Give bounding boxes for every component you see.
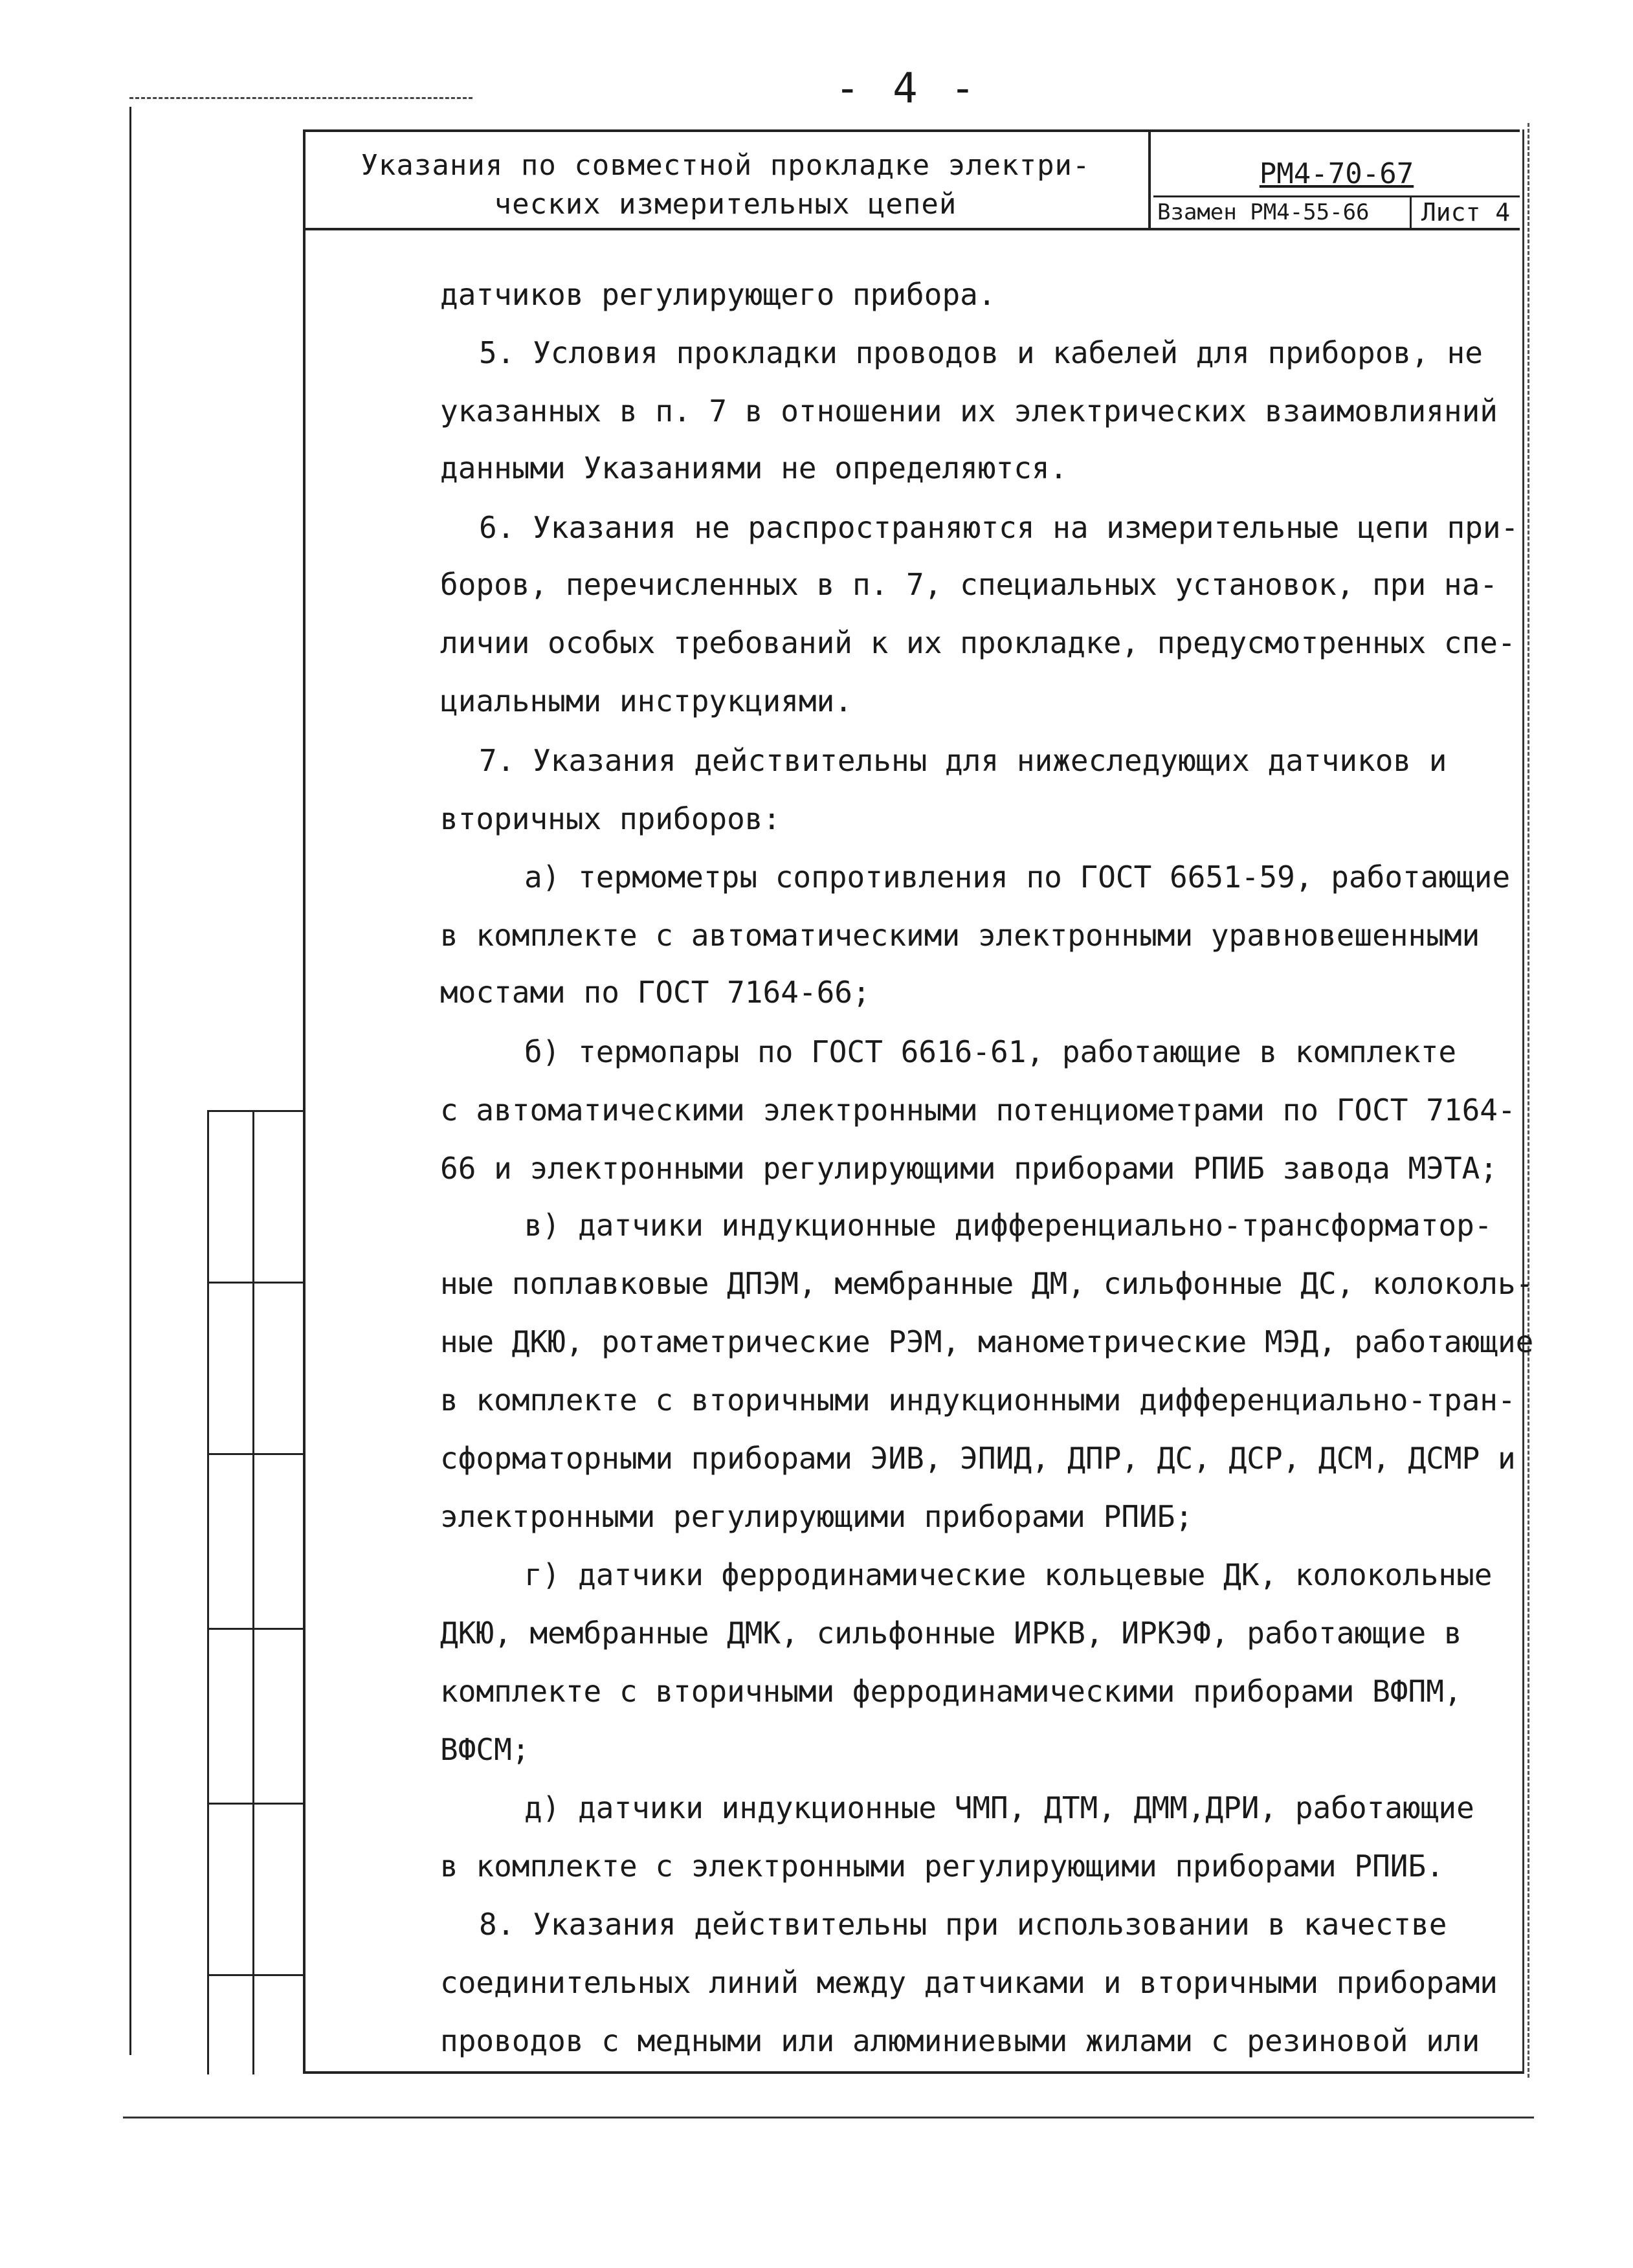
grid-line [207,1803,303,1805]
body-line: данными Указаниями не определяются. [440,450,1068,485]
body-line: ДКЮ, мембранные ДМК, сильфонные ИРКВ, ИРКЭФ, работающие в [440,1616,1462,1651]
title-block [303,129,1520,230]
body-line: 66 и электронными регулирующими приборами РПИБ завода МЭТА; [440,1151,1498,1186]
body-line: ные поплавковые ДПЭМ, мембранные ДМ, сильфонные ДС, колоколь- [440,1266,1534,1301]
body-line: сформаторными приборами ЭИВ, ЭПИД, ДПР, ДС, ДСР, ДСМ, ДСМР и [440,1441,1516,1476]
grid-line [207,1282,303,1284]
document-code: РМ4-70-67 [1259,157,1414,190]
body-line: г) датчики ферродинамические кольцевые ДК, колокольные [524,1557,1493,1592]
body-line: 7. Указания действительны для нижеследующих датчиков и [479,743,1447,778]
replaces-field: Взамен РМ4-55-66 [1153,197,1412,230]
top-dashed-rule [129,97,472,99]
grid-line [207,1110,303,1112]
stamp-row [1153,195,1520,230]
page-number: - 4 - [835,65,979,113]
grid-line [207,1453,303,1455]
title-line-2: ческих измерительных цепей [494,188,957,221]
body-line: электронными регулирующими приборами РПИБ; [440,1499,1194,1534]
grid-line [207,1110,209,2074]
body-line: с автоматическими электронными потенциометрами по ГОСТ 7164- [440,1093,1516,1128]
title-stamp [1153,132,1520,228]
body-line: мостами по ГОСТ 7164-66; [440,975,871,1010]
body-line: 8. Указания действительны при использовании в качестве [479,1907,1447,1942]
body-line: вторичных приборов: [440,801,781,836]
body-line: в комплекте с электронными регулирующими приборами РПИБ. [440,1849,1444,1884]
body-line: ВФСМ; [440,1732,530,1767]
body-line: датчиков регулирующего прибора. [440,277,996,312]
document-title [303,132,1151,228]
title-line-1: Указания по совместной прокладке электри- [361,149,1091,182]
body-line: ные ДКЮ, ротаметрические РЭМ, манометрические МЭД, работающие [440,1324,1534,1359]
body-line: циальными инструкциями. [440,684,852,718]
body-line: в) датчики индукционные дифференциально-трансформатор- [524,1208,1493,1243]
sheet-field: Лист 4 [1421,198,1511,227]
body-line: комплекте с вторичными ферродинамическими приборами ВФПМ, [440,1674,1462,1709]
body-line: боров, перечисленных в п. 7, специальных установок, при на- [440,567,1498,602]
body-line: в комплекте с автоматическими электронными уравновешенными [440,918,1480,953]
grid-line [207,1974,303,1976]
binding-margin-grid [207,1110,303,2074]
grid-line [252,1110,254,2074]
body-line: личии особых требований к их прокладке, предусмотренных спе- [440,625,1516,660]
body-line: д) датчики индукционные ЧМП, ДТМ, ДММ,ДРИ, работающие [524,1790,1474,1825]
body-line: а) термометры сопротивления по ГОСТ 6651-59, работающие [524,860,1511,895]
bottom-rule [123,2117,1534,2118]
body-line: 6. Указания не распространяются на измерительные цепи при- [479,510,1519,545]
body-line: соединительных линий между датчиками и вторичными приборами [440,1965,1498,2000]
left-frame-line [129,107,131,2055]
body-line: указанных в п. 7 в отношении их электрических взаимовлияний [440,394,1498,428]
grid-line [207,1628,303,1630]
body-line: 5. Условия прокладки проводов и кабелей для приборов, не [479,335,1483,370]
body-line: проводов с медными или алюминиевыми жилами с резиновой или [440,2023,1480,2058]
body-line: б) термопары по ГОСТ 6616-61, работающие в комплекте [524,1034,1457,1069]
body-line: в комплекте с вторичными индукционными дифференциально-тран- [440,1383,1516,1418]
right-frame-line [1527,123,1529,2078]
